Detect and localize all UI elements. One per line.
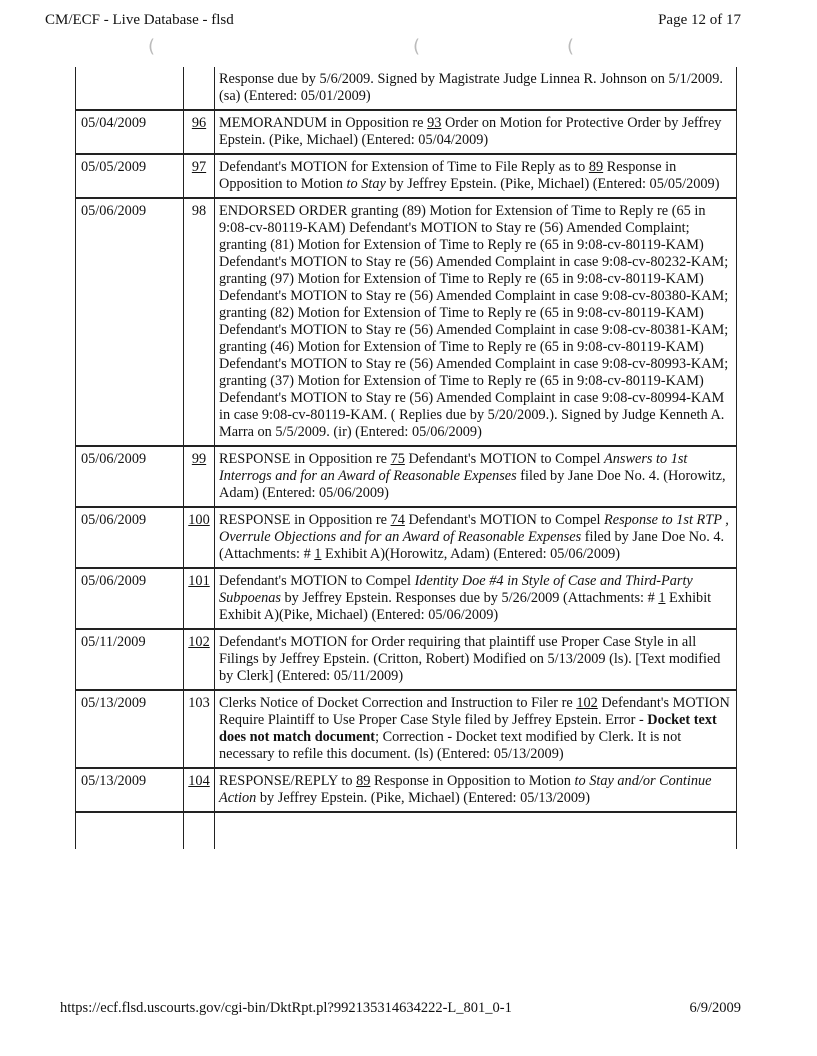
docket-text-italic: Response to 1st RTP , Overrule Objections and for an Award of Reasonable Expenses xyxy=(219,512,729,545)
docket-reference-link[interactable]: 74 xyxy=(390,512,405,528)
docket-text-segment: ENDORSED ORDER granting (89) Motion for Extension of Time to Reply re (65 in 9:08-cv-80119-KAM) Defendant's MOTION to Stay re (56) Amended Complaint; granting (81) Motion for Extension of Time to Reply re (65 in 9:08-cv-80119-KAM) Defendant's MOTION to Stay re (56) Amended Complaint in case 9:08-cv-80232-KAM; granting (97) Motion for Extension of Time to Reply re (65 in 9:08-cv-80119-KAM) Defendant's MOTION to Stay re (56) Amended Complaint in case 9:08-cv-80380-KAM; granting (82) Motion for Extension of Time to Reply re (65 in 9:08-cv-80119-KAM) Defendant's MOTION to Stay re (56) Amended Complaint in case 9:08-cv-80381-KAM; granting (46) Motion for Extension of Time to Reply re (65 in 9:08-cv-80119-KAM) Defendant's MOTION to Stay re (56) Amended Complaint in case 9:08-cv-80993-KAM; granting (37) Motion for Extension of Time to Reply re (65 in 9:08-cv-80119-KAM) Defendant's MOTION to Stay re (56) Amended Complaint in case 9:08-cv-80994-KAM in case 9:08-cv-80119-KAM. ( Replies due by 5/20/2009.). Signed by Judge Kenneth A. Marra on 5/5/2009. (ir) (Entered: 05/06/2009) xyxy=(219,203,729,440)
docket-number-text[interactable]: 102 xyxy=(188,634,210,650)
docket-row xyxy=(76,198,737,446)
docket-text-segment: Defendant's MOTION Require Plaintiff to Use Proper Case Style filed by Jeffrey Epstein. Error - xyxy=(219,695,730,728)
docket-text-segment: Clerks Notice of Docket Correction and Instruction to Filer re xyxy=(219,695,577,711)
docket-number-text[interactable]: 99 xyxy=(191,451,207,467)
docket-number-link[interactable] xyxy=(184,446,215,507)
docket-reference-link[interactable]: 102 xyxy=(576,695,598,711)
docket-reference-link[interactable]: 93 xyxy=(427,115,442,131)
page-header-title: CM/ECF - Live Database - flsd xyxy=(45,12,234,28)
docket-text-segment: Response in Opposition to Motion xyxy=(219,159,677,192)
docket-text xyxy=(215,198,737,446)
docket-number-link[interactable] xyxy=(184,507,215,568)
docket-number-text[interactable]: 104 xyxy=(188,773,210,789)
docket-text-segment: Response due by 5/6/2009. Signed by Magistrate Judge Linnea R. Johnson on 5/1/2009. (sa) (Entered: 05/01/2009) xyxy=(219,71,723,104)
docket-row xyxy=(76,110,737,154)
docket-reference-link[interactable]: 1 xyxy=(314,546,322,562)
footer-date: 6/9/2009 xyxy=(689,1000,741,1016)
docket-date: 05/13/2009 xyxy=(76,768,184,812)
scan-mark: ( xyxy=(413,36,421,57)
docket-text-segment: by Jeffrey Epstein. Responses due by 5/26/2009 (Attachments: # xyxy=(280,590,659,606)
docket-date: 05/06/2009 xyxy=(76,568,184,629)
docket-text xyxy=(215,768,737,812)
docket-number-text: 103 xyxy=(188,695,210,711)
docket-row xyxy=(76,629,737,690)
docket-text xyxy=(215,568,737,629)
docket-date: 05/06/2009 xyxy=(76,198,184,446)
docket-reference-link[interactable]: 89 xyxy=(588,159,604,175)
scan-mark: ( xyxy=(567,36,575,57)
docket-number xyxy=(184,198,215,446)
docket-text-italic: to Stay and/or Continue Action xyxy=(219,773,712,806)
docket-number-link[interactable] xyxy=(184,629,215,690)
docket-text-segment: ; Correction - Docket text modified by Clerk. It is not necessary to refile this document. (ls) (Entered: 05/13/2009) xyxy=(219,729,682,762)
docket-number-text: 98 xyxy=(191,203,207,219)
docket-date: 05/05/2009 xyxy=(76,154,184,198)
docket-row xyxy=(76,154,737,198)
docket-text xyxy=(215,507,737,568)
docket-number-text[interactable]: 97 xyxy=(191,159,207,175)
docket-number-link[interactable] xyxy=(184,110,215,154)
docket-reference-link[interactable]: 75 xyxy=(390,451,405,467)
docket-number-link[interactable] xyxy=(184,154,215,198)
docket-reference-link[interactable]: 1 xyxy=(658,590,666,606)
footer-url: https://ecf.flsd.uscourts.gov/cgi-bin/DktRpt.pl?992135314634222-L_801_0-1 xyxy=(60,1000,512,1016)
docket-row xyxy=(76,768,737,812)
docket-date xyxy=(76,67,184,110)
docket-date: 05/11/2009 xyxy=(76,629,184,690)
docket-date: 05/13/2009 xyxy=(76,690,184,768)
docket-text-segment: filed by Jane Doe No. 4. (Attachments: # xyxy=(219,529,725,562)
docket-text-segment: Order on Motion for Protective Order by Jeffrey Epstein. (Pike, Michael) (Entered: 05/04/2009) xyxy=(219,115,722,148)
docket-text-italic: Identity Doe #4 in Style of Case and Third-Party Subpoenas xyxy=(219,573,693,606)
docket-text-segment: RESPONSE in Opposition re xyxy=(219,451,391,467)
docket-text-segment: Exhibit A)(Horowitz, Adam) (Entered: 05/06/2009) xyxy=(321,546,621,562)
docket-row-continuation xyxy=(76,812,737,849)
empty-cell xyxy=(76,812,184,849)
docket-row xyxy=(76,690,737,768)
docket-date: 05/06/2009 xyxy=(76,446,184,507)
docket-number-text[interactable]: 96 xyxy=(191,115,207,131)
docket-text-segment: by Jeffrey Epstein. (Pike, Michael) (Entered: 05/05/2009) xyxy=(385,176,720,192)
docket-text-segment: RESPONSE/REPLY to xyxy=(219,773,357,789)
docket-number-text[interactable]: 100 xyxy=(188,512,210,528)
docket-row xyxy=(76,568,737,629)
scan-mark: ( xyxy=(148,36,156,57)
empty-cell xyxy=(184,812,215,849)
docket-text-segment: Defendant's MOTION for Order requiring that plaintiff use Proper Case Style in all Filings by Jeffrey Epstein. (Critton, Robert) Modified on 5/13/2009 (ls). [Text modified by Clerk] (Entered: 05/11/2009) xyxy=(219,634,721,684)
docket-text-italic: Answers to 1st Interrogs and for an Award of Reasonable Expenses xyxy=(219,451,688,484)
docket-text-segment: Defendant's MOTION to Compel xyxy=(404,512,604,528)
docket-text-segment: Exhibit Exhibit A)(Pike, Michael) (Entered: 05/06/2009) xyxy=(219,590,712,623)
docket-date: 05/06/2009 xyxy=(76,507,184,568)
empty-cell xyxy=(215,812,737,849)
docket-number xyxy=(184,67,215,110)
docket-row xyxy=(76,507,737,568)
docket-text xyxy=(215,629,737,690)
docket-text-italic: to Stay xyxy=(346,176,386,192)
docket-row xyxy=(76,446,737,507)
docket-date: 05/04/2009 xyxy=(76,110,184,154)
docket-number-link[interactable] xyxy=(184,768,215,812)
docket-text xyxy=(215,110,737,154)
docket-text xyxy=(215,446,737,507)
docket-row xyxy=(76,67,737,110)
docket-text-segment: Defendant's MOTION to Compel xyxy=(404,451,604,467)
docket-text-segment: MEMORANDUM in Opposition re xyxy=(219,115,428,131)
docket-text-segment: by Jeffrey Epstein. (Pike, Michael) (Entered: 05/13/2009) xyxy=(256,790,590,806)
page-number: Page 12 of 17 xyxy=(658,12,741,28)
docket-text-segment: filed by Jane Doe No. 4. (Horowitz, Adam) (Entered: 05/06/2009) xyxy=(219,468,726,501)
docket-table xyxy=(75,67,737,849)
docket-number-link[interactable] xyxy=(184,568,215,629)
docket-text-segment: RESPONSE in Opposition re xyxy=(219,512,391,528)
docket-text-segment: Defendant's MOTION for Extension of Time to File Reply as to xyxy=(219,159,589,175)
docket-text xyxy=(215,67,737,110)
docket-text-bold: Docket text does not match document xyxy=(219,712,717,745)
docket-body xyxy=(76,67,737,849)
docket-text xyxy=(215,690,737,768)
docket-reference-link[interactable]: 89 xyxy=(356,773,371,789)
docket-text-segment: Response in Opposition to Motion xyxy=(370,773,575,789)
docket-text-segment: Defendant's MOTION to Compel xyxy=(219,573,415,589)
docket-number-text[interactable]: 101 xyxy=(188,573,210,589)
docket-text xyxy=(215,154,737,198)
docket-number xyxy=(184,690,215,768)
